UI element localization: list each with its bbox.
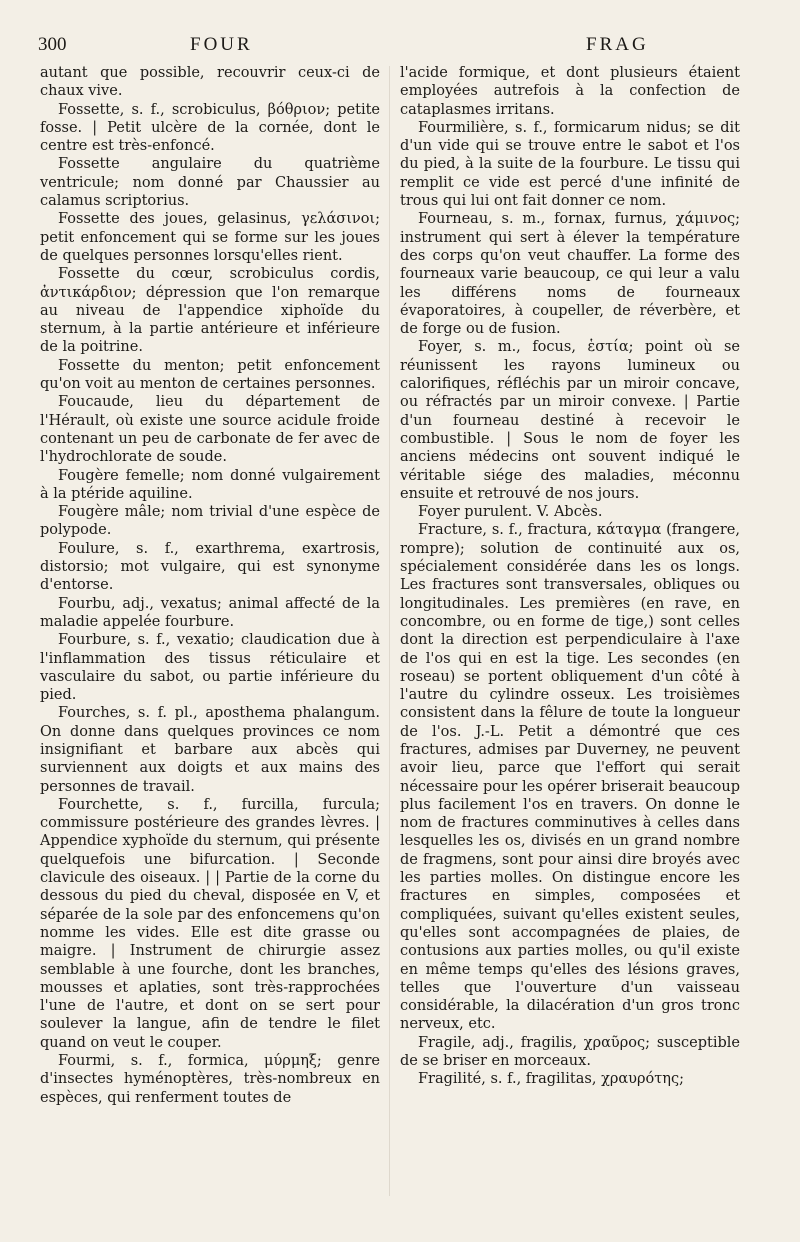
dictionary-entry: Fracture, s. f., fractura, κάταγμα (frangere, rompre); solution de continuité aux os, spécialement considérée dans les os longs. Les fractures sont transversales, obliques ou longitudinales. Les premières (en rave, en concombre, ou en forme de tige,) sont celles dont la direction est perpendiculaire à l'axe de l'os qui en est la tige. Les secondes (en roseau) se portent obliquement d'un côté à l'autre du cylindre osseux. Les troisièmes consistent dans la fêlure de toute la longueur de l'os. J.-L. Petit a démontré que ces fractures, admises par Duverney, ne peuvent avoir lieu, parce que l'effort qui serait nécessaire pour les opérer briserait beaucoup plus facilement l'os en travers. On donne le nom de fractures comminutives à celles dans lesquelles les os, divisés en un grand nombre de fragmens, sont pour ainsi dire broyés avec les parties molles. On distingue encore les fractures en simples, composées et compliquées, suivant qu'elles existent seules, qu'elles sont accompagnées de plaies, de contusions aux parties molles, ou qu'il existe en même temps qu'elles des lésions graves, telles que l'ouverture d'un vaisseau considérable, la dilacération d'un gros tronc nerveux, etc. <box>400 522 740 1033</box>
dictionary-entry: Fossette des joues, gelasinus, γελάσινοι; petit enfoncement qui se forme sur les joues de quelques personnes lorsqu'elles rient. <box>40 211 380 264</box>
dictionary-entry: Fourches, s. f. pl., aposthema phalangum. On donne dans quelques provinces ce nom insignifiant et barbare aux abcès qui surviennent aux doigts et aux mains des personnes de travail. <box>40 705 380 795</box>
dictionary-entry: Foyer purulent. V. Abcès. <box>418 504 603 521</box>
dictionary-entry: Fragile, adj., fragilis, χραῦρος; susceptible de se briser en morceaux. <box>400 1034 740 1070</box>
dictionary-entry: Fossette du cœur, scrobiculus cordis, ἀντικάρδιον; dépression que l'on remarque au niveau de l'appendice xiphoïde du sternum, à la partie antérieure et inférieure de la poitrine. <box>40 266 380 356</box>
dictionary-entry: autant que possible, recouvrir ceux-ci de chaux vive. <box>40 65 380 100</box>
running-header <box>38 34 776 64</box>
left-column <box>40 64 380 1107</box>
page-number: 300 <box>38 34 67 55</box>
dictionary-entry: Fossette du menton; petit enfoncement qu'on voit au menton de certaines personnes. <box>40 357 380 393</box>
dictionary-entry: Fourmilière, s. f., formicarum nidus; se dit d'un vide qui se trouve entre le sabot et l'os du pied, à la suite de la fourbure. Le tissu qui remplit ce vide est percé d'une infinité de trous qui lui ont fait donner ce nom. <box>400 119 740 210</box>
right-column <box>400 64 740 1089</box>
dictionary-entry: Fourbure, s. f., vexatio; claudication due à l'inflammation des tissus réticulaire et vasculaire du sabot, ou partie inférieure du pied. <box>40 632 380 704</box>
dictionary-entry: Fourchette, s. f., furcilla, furcula; commissure postérieure des grandes lèvres. | Appendice xyphoïde du sternum, qui présente quelquefois une bifurcation. | Seconde clavicule des oiseaux. | | Partie de la corne du dessous du pied du cheval, disposée en V, et séparée de la sole par des enfoncemens qu'on nomme les vides. Elle est dite grasse ou maigre. | Instrument de chirurgie assez semblable à une fourche, dont les branches, mousses et aplaties, sont très-rapprochées l'une de l'autre, et dont on se sert pour soulever la langue, afin de tendre le filet quand on veut le couper. <box>40 796 380 1051</box>
running-head-left: FOUR <box>190 34 253 55</box>
dictionary-entry: l'acide formique, et dont plusieurs étaient employées autrefois à la confection de cataplasmes irritans. <box>400 65 740 118</box>
dictionary-entry: Foucaude, lieu du département de l'Hérault, où existe une source acidule froide contenant un peu de carbonate de fer avec de l'hydrochlorate de soude. <box>40 394 380 466</box>
dictionary-entry: Fourmi, s. f., formica, μύρμηξ; genre d'insectes hyménoptères, très-nombreux en espèces, qui renferment toutes de <box>40 1053 380 1106</box>
column-divider <box>389 66 390 1196</box>
dictionary-entry: Fossette angulaire du quatrième ventricule; nom donné par Chaussier au calamus scriptorius. <box>40 156 380 210</box>
running-head-right: FRAG <box>586 34 649 55</box>
dictionary-entry: Fougère mâle; nom trivial d'une espèce de polypode. <box>40 504 380 539</box>
dictionary-entry: Foulure, s. f., exarthrema, exartrosis, distorsio; mot vulgaire, qui est synonyme d'entorse. <box>40 540 380 594</box>
dictionary-entry: Foyer, s. m., focus, ἑστία; point où se réunissent les rayons lumineux ou calorifiques, réfléchis par un miroir concave, ou réfractés par un miroir convexe. | Partie d'un fourneau destiné à recevoir le combustible. | Sous le nom de foyer les anciens médecins ont souvent indiqué le véritable siége des maladies, méconnu ensuite et retrouvé de nos jours. <box>400 339 740 502</box>
dictionary-entry: Fougère femelle; nom donné vulgairement à la ptéride aquiline. <box>40 467 380 502</box>
dictionary-entry: Fourneau, s. m., fornax, furnus, χάμινος; instrument qui sert à élever la température des corps qu'on veut chauffer. La forme des fourneaux varie beaucoup, ce qui leur a valu les différens noms de fourneaux évaporatoires, à coupeller, de réverbère, et de forge ou de fusion. <box>400 211 740 338</box>
dictionary-entry: Fourbu, adj., vexatus; animal affecté de la maladie appelée fourbure. <box>40 595 380 630</box>
dictionary-entry: Fossette, s. f., scrobiculus, βόθριον; petite fosse. | Petit ulcère de la cornée, dont le centre est très-enfoncé. <box>40 101 380 155</box>
dictionary-entry: Fragilité, s. f., fragilitas, χραυρότης; <box>418 1071 684 1088</box>
